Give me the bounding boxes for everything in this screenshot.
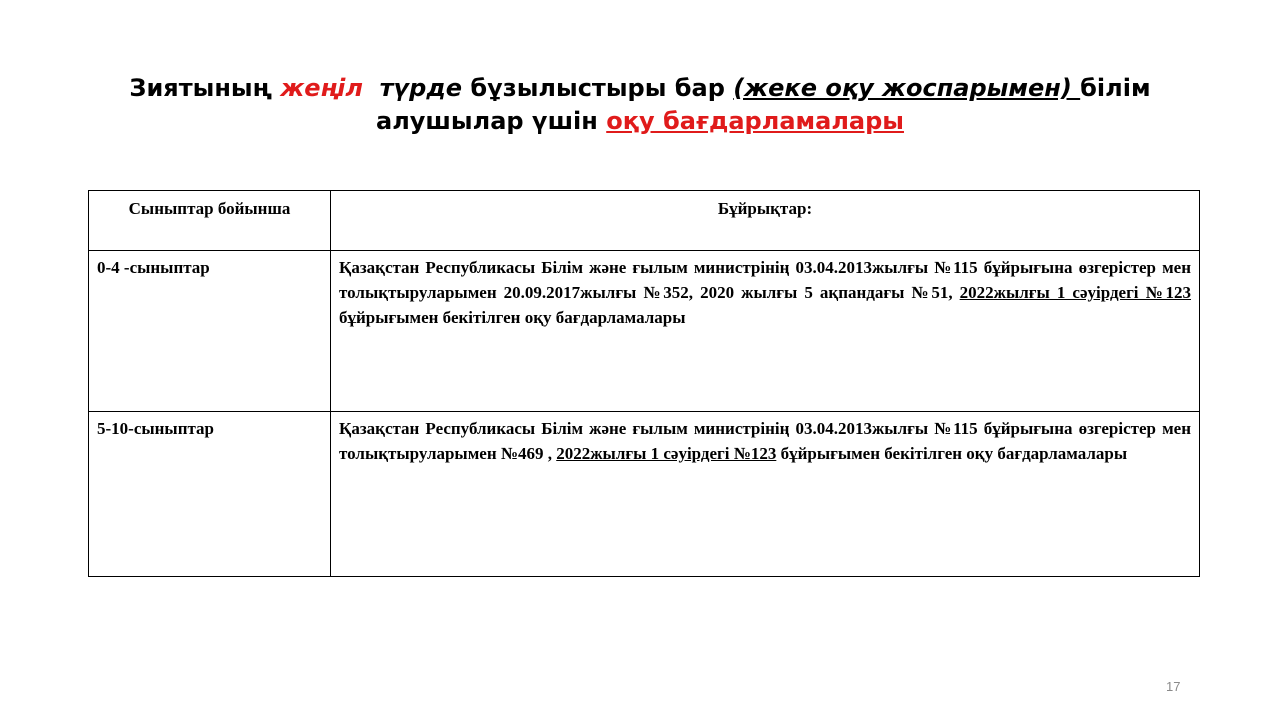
table-row xyxy=(89,412,1200,577)
title-space xyxy=(363,74,380,102)
page-number: 17 xyxy=(1166,679,1181,694)
orders-table xyxy=(88,190,1200,577)
title-curricula: оқу бағдарламалары xyxy=(606,107,904,135)
title-text-1: Зиятының xyxy=(129,74,281,102)
title-mild-word: жеңіл xyxy=(280,74,363,102)
table-row xyxy=(89,251,1200,412)
order-text-end: бұйрығымен бекітілген оқу бағдарламалары xyxy=(776,444,1128,463)
title-text-2: бұзылыстыры бар xyxy=(462,74,734,102)
grade-cell: 5-10-сыныптар xyxy=(89,412,331,577)
table-header-row xyxy=(89,191,1200,251)
order-reference: 2022жылғы 1 сәуірдегі №123 xyxy=(556,444,777,463)
order-text: Қазақстан Республикасы Білім және ғылым министрінің 03.04.2013жылғы №115 бұйрығына өзгерістер мен толықтыруларымен 20.09.2017жылғы №352, 2020 жылғы 5 ақпандағы №51, xyxy=(339,258,1191,302)
order-cell xyxy=(331,412,1200,577)
title-form-word: түрде xyxy=(379,74,463,102)
slide-title xyxy=(90,72,1190,138)
order-text-end: бұйрығымен бекітілген оқу бағдарламалары xyxy=(339,308,686,327)
title-individual-plan: (жеке оқу жоспарымен) xyxy=(733,74,1081,102)
header-orders: Бұйрықтар: xyxy=(331,191,1200,251)
order-reference: 2022жылғы 1 сәуірдегі №123 xyxy=(959,283,1191,302)
title-text-3: білім алушылар үшін xyxy=(376,74,1151,135)
order-cell xyxy=(331,251,1200,412)
order-text: Қазақстан Республикасы Білім және ғылым министрінің 03.04.2013жылғы №115 бұйрығына өзгерістер мен толықтыруларымен №469 , xyxy=(339,419,1191,463)
header-grades: Сыныптар бойынша xyxy=(89,191,331,251)
grade-cell: 0-4 -сыныптар xyxy=(89,251,331,412)
